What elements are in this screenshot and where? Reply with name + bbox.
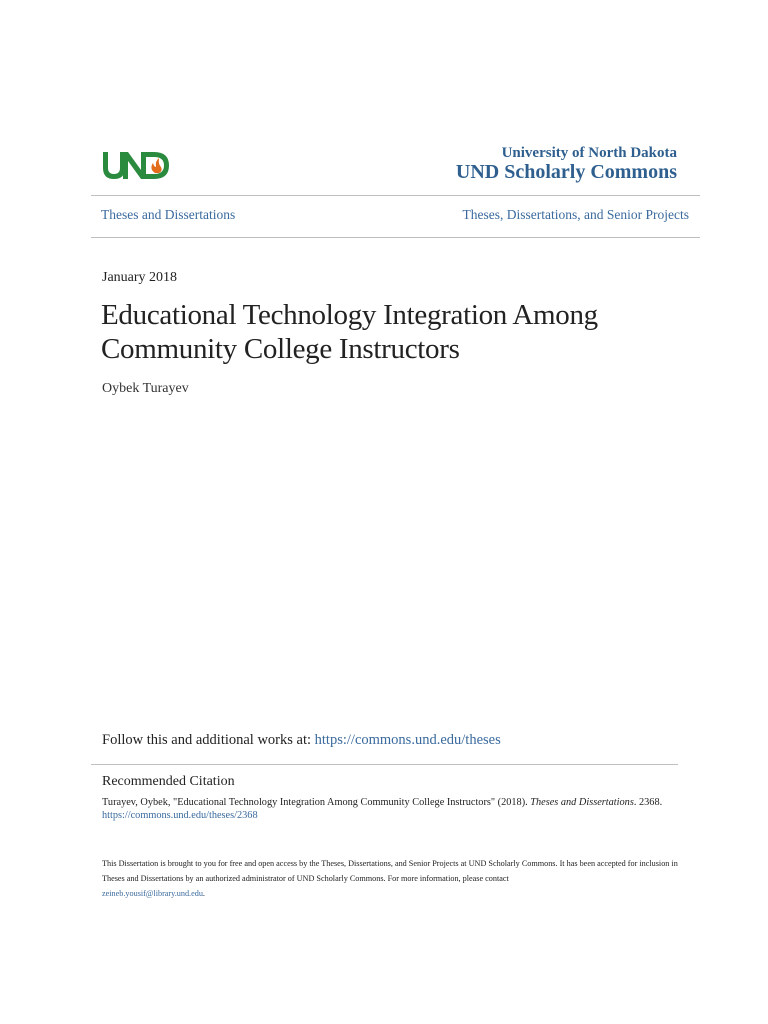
title-line-1: Educational Technology Integration Among xyxy=(101,299,598,331)
header-divider xyxy=(91,195,700,196)
series-link[interactable]: Theses, Dissertations, and Senior Projects xyxy=(462,207,689,222)
collection-link[interactable]: Theses and Dissertations xyxy=(101,207,236,222)
notice-end: . xyxy=(202,889,205,898)
follow-line xyxy=(102,732,501,749)
citation-journal: Theses and Dissertations xyxy=(530,797,634,808)
repository-name: UND Scholarly Commons xyxy=(455,161,677,183)
access-notice xyxy=(102,856,702,901)
notice-text: This Dissertation is brought to you for free and open access by the Theses, Dissertations, and Senior Projects at UND Scholarly Commons. It has been accepted for inclusion in Theses and Dissertations by an authorized administrator of UND Scholarly Commons. For more information, please contact xyxy=(102,859,678,883)
publication-date: January 2018 xyxy=(102,270,178,285)
follow-link[interactable]: https://commons.und.edu/theses xyxy=(314,732,501,748)
flame-icon xyxy=(151,158,161,173)
nav-divider xyxy=(91,237,700,238)
citation-number: . 2368. xyxy=(633,797,663,808)
document-title xyxy=(101,298,701,366)
citation-divider xyxy=(91,764,678,765)
und-logo xyxy=(101,148,171,182)
citation-link[interactable]: https://commons.und.edu/theses/2368 xyxy=(102,810,258,821)
follow-text: Follow this and additional works at: xyxy=(102,732,312,748)
university-name: University of North Dakota xyxy=(501,145,677,161)
citation-text xyxy=(102,796,702,822)
contact-email-link[interactable]: zeineb.yousif@library.und.edu xyxy=(102,889,203,898)
title-line-2: Community College Instructors xyxy=(101,333,460,365)
citation-main: Turayev, Oybek, "Educational Technology Integration Among Community College Instructors" (2018). xyxy=(102,797,528,808)
author-name: Oybek Turayev xyxy=(102,381,189,396)
citation-heading: Recommended Citation xyxy=(102,774,235,789)
